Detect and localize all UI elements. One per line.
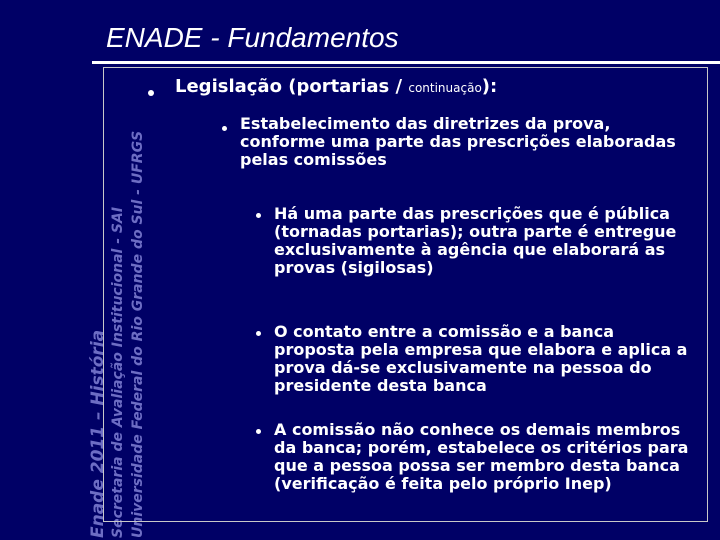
level1-small-text: continuação <box>408 81 482 95</box>
level1-heading <box>175 76 497 97</box>
bullet-icon <box>256 429 261 434</box>
bullet-icon <box>222 126 227 131</box>
sidebar-line-course: Enade 2011 – História <box>88 329 108 538</box>
bullet-icon <box>256 331 261 336</box>
sidebar-line-department: Secretaria de Avaliação Institucional - SAI <box>110 206 126 538</box>
slide-title: ENADE - Fundamentos <box>106 22 399 53</box>
sidebar-band <box>0 0 92 540</box>
level2-item: Estabelecimento das diretrizes da prova, conforme uma parte das prescrições elaboradas pelas comissões <box>240 114 676 169</box>
level3-item-prescriptions: Há uma parte das prescrições que é pública (tornadas portarias); outra parte é entregue exclusivamente à agência que elaborará as provas (sigilosas) <box>274 204 677 277</box>
level3-item-contact: O contato entre a comissão e a banca proposta pela empresa que elabora e aplica a prova dá-se exclusivamente na pessoa do presidente desta banca <box>274 322 688 395</box>
level1-text-end: ): <box>481 76 498 97</box>
level1-text: Legislação (portarias / <box>175 76 409 97</box>
bullet-icon <box>256 213 261 218</box>
sidebar-line-university: Universidade Federal do Rio Grande do Sul - UFRGS <box>130 130 146 538</box>
level3-item-commission: A comissão não conhece os demais membros da banca; porém, estabelece os critérios para que a pessoa possa ser membro desta banca (verificação é feita pelo próprio Inep) <box>274 420 689 493</box>
bullet-icon <box>148 90 154 96</box>
title-divider <box>92 61 720 64</box>
